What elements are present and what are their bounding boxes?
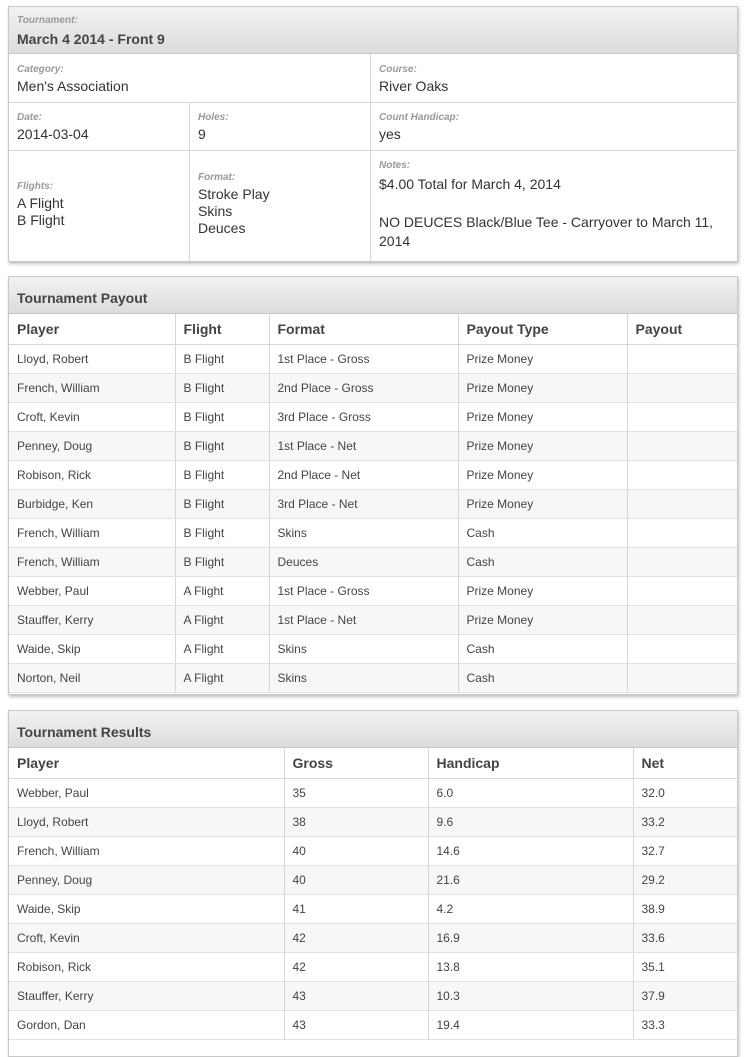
format-cell: Deuces [269, 548, 458, 577]
notes-label: Notes: [379, 160, 411, 171]
format-label: Format: [198, 172, 236, 183]
table-row [9, 432, 737, 461]
date-value: 2014-03-04 [17, 126, 89, 142]
date-field [9, 104, 189, 142]
player-cell: Webber, Paul [9, 779, 284, 808]
net-cell: 33.6 [633, 924, 737, 953]
payout-type-cell: Prize Money [458, 374, 627, 403]
flight-item: A Flight [17, 195, 64, 211]
payout-cell [627, 606, 737, 635]
gross-cell: 40 [284, 866, 428, 895]
payout-type-cell: Cash [458, 548, 627, 577]
table-row [9, 577, 737, 606]
payout-cell [627, 519, 737, 548]
format-field [190, 164, 370, 237]
format-cell: Skins [269, 519, 458, 548]
flight-cell: A Flight [175, 664, 269, 693]
col-payout: Payout [627, 314, 737, 345]
tournament-label: Tournament: [17, 15, 78, 26]
category-field [9, 56, 370, 94]
player-cell: Waide, Skip [9, 635, 175, 664]
net-cell: 35.1 [633, 953, 737, 982]
flight-cell: B Flight [175, 490, 269, 519]
notes-field [371, 152, 737, 251]
category-value: Men's Association [17, 78, 129, 94]
net-cell: 32.0 [633, 779, 737, 808]
net-cell: 29.2 [633, 866, 737, 895]
gross-cell: 35 [284, 779, 428, 808]
player-cell: Gordon, Dan [9, 1011, 284, 1040]
flights-label: Flights: [17, 181, 54, 192]
player-cell: Robison, Rick [9, 461, 175, 490]
player-cell: French, William [9, 548, 175, 577]
format-cell: 1st Place - Gross [269, 345, 458, 374]
table-row [9, 808, 737, 837]
flight-cell: A Flight [175, 606, 269, 635]
flight-cell: B Flight [175, 432, 269, 461]
payout-type-cell: Prize Money [458, 577, 627, 606]
col-player: Player [9, 314, 175, 345]
payout-cell [627, 635, 737, 664]
tournament-header [9, 7, 737, 54]
table-row [9, 953, 737, 982]
course-field [371, 56, 737, 94]
holes-value: 9 [198, 126, 206, 142]
handicap-cell: 9.6 [428, 808, 633, 837]
table-row [9, 635, 737, 664]
count-handicap-label: Count Handicap: [379, 112, 459, 123]
results-table [9, 748, 737, 1040]
handicap-cell: 10.3 [428, 982, 633, 1011]
player-cell: Webber, Paul [9, 577, 175, 606]
table-row [9, 895, 737, 924]
table-row [9, 403, 737, 432]
player-cell: Waide, Skip [9, 895, 284, 924]
handicap-cell: 16.9 [428, 924, 633, 953]
gross-cell: 43 [284, 1011, 428, 1040]
net-cell: 33.2 [633, 808, 737, 837]
format-item: Stroke Play [198, 186, 270, 202]
payout-title: Tournament Payout [9, 277, 737, 314]
payout-type-cell: Prize Money [458, 403, 627, 432]
player-cell: Norton, Neil [9, 664, 175, 693]
results-title: Tournament Results [9, 711, 737, 748]
player-cell: French, William [9, 837, 284, 866]
payout-cell [627, 461, 737, 490]
format-cell: 1st Place - Net [269, 606, 458, 635]
format-cell: 3rd Place - Gross [269, 403, 458, 432]
format-cell: Skins [269, 664, 458, 693]
handicap-cell: 19.4 [428, 1011, 633, 1040]
col-handicap: Handicap [428, 748, 633, 779]
player-cell: French, William [9, 374, 175, 403]
table-row [9, 374, 737, 403]
gross-cell: 42 [284, 953, 428, 982]
flight-cell: B Flight [175, 548, 269, 577]
results-header-row [9, 748, 737, 779]
table-row [9, 837, 737, 866]
holes-label: Holes: [198, 112, 229, 123]
player-cell: Robison, Rick [9, 953, 284, 982]
payout-cell [627, 432, 737, 461]
flights-field [9, 173, 189, 229]
payout-type-cell: Cash [458, 635, 627, 664]
player-cell: French, William [9, 519, 175, 548]
net-cell: 33.3 [633, 1011, 737, 1040]
table-row [9, 461, 737, 490]
tournament-info-panel [8, 6, 738, 262]
handicap-cell: 6.0 [428, 779, 633, 808]
payout-type-cell: Prize Money [458, 606, 627, 635]
handicap-cell: 21.6 [428, 866, 633, 895]
table-row [9, 779, 737, 808]
payout-type-cell: Prize Money [458, 461, 627, 490]
gross-cell: 40 [284, 837, 428, 866]
table-row [9, 1011, 737, 1040]
table-row [9, 490, 737, 519]
format-item: Skins [198, 203, 233, 219]
flight-item: B Flight [17, 212, 65, 228]
payout-type-cell: Prize Money [458, 432, 627, 461]
table-row [9, 924, 737, 953]
flight-cell: B Flight [175, 403, 269, 432]
table-row [9, 664, 737, 693]
format-cell: 1st Place - Net [269, 432, 458, 461]
tournament-results-panel [8, 710, 738, 1057]
col-payout-type: Payout Type [458, 314, 627, 345]
payout-cell [627, 577, 737, 606]
payout-cell [627, 664, 737, 693]
handicap-cell: 4.2 [428, 895, 633, 924]
notes-line: NO DEUCES Black/Blue Tee - Carryover to March 11, 2014 [379, 214, 714, 249]
format-cell: 2nd Place - Net [269, 461, 458, 490]
course-label: Course: [379, 64, 417, 75]
gross-cell: 41 [284, 895, 428, 924]
table-row [9, 982, 737, 1011]
flight-cell: B Flight [175, 345, 269, 374]
count-handicap-field [371, 104, 737, 142]
payout-type-cell: Prize Money [458, 345, 627, 374]
table-row [9, 606, 737, 635]
count-handicap-value: yes [379, 126, 401, 142]
notes-line: $4.00 Total for March 4, 2014 [379, 176, 561, 192]
player-cell: Lloyd, Robert [9, 808, 284, 837]
payout-header-row [9, 314, 737, 345]
category-label: Category: [17, 64, 64, 75]
holes-field [190, 104, 370, 142]
gross-cell: 42 [284, 924, 428, 953]
payout-cell [627, 490, 737, 519]
payout-type-cell: Cash [458, 664, 627, 693]
player-cell: Penney, Doug [9, 432, 175, 461]
payout-table [9, 314, 737, 693]
player-cell: Croft, Kevin [9, 403, 175, 432]
gross-cell: 43 [284, 982, 428, 1011]
payout-cell [627, 345, 737, 374]
flight-cell: B Flight [175, 461, 269, 490]
date-label: Date: [17, 112, 43, 123]
player-cell: Stauffer, Kerry [9, 606, 175, 635]
table-row [9, 866, 737, 895]
table-row [9, 548, 737, 577]
net-cell: 38.9 [633, 895, 737, 924]
col-flight: Flight [175, 314, 269, 345]
tournament-payout-panel [8, 276, 738, 695]
format-cell: 3rd Place - Net [269, 490, 458, 519]
payout-type-cell: Cash [458, 519, 627, 548]
gross-cell: 38 [284, 808, 428, 837]
player-cell: Stauffer, Kerry [9, 982, 284, 1011]
flight-cell: A Flight [175, 577, 269, 606]
col-player: Player [9, 748, 284, 779]
flight-cell: A Flight [175, 635, 269, 664]
handicap-cell: 14.6 [428, 837, 633, 866]
player-cell: Lloyd, Robert [9, 345, 175, 374]
col-format: Format [269, 314, 458, 345]
flight-cell: B Flight [175, 374, 269, 403]
net-cell: 37.9 [633, 982, 737, 1011]
player-cell: Penney, Doug [9, 866, 284, 895]
handicap-cell: 13.8 [428, 953, 633, 982]
course-value: River Oaks [379, 78, 449, 94]
player-cell: Croft, Kevin [9, 924, 284, 953]
format-cell: 1st Place - Gross [269, 577, 458, 606]
player-cell: Burbidge, Ken [9, 490, 175, 519]
format-cell: 2nd Place - Gross [269, 374, 458, 403]
tournament-name: March 4 2014 - Front 9 [17, 31, 165, 47]
table-row [9, 519, 737, 548]
payout-cell [627, 548, 737, 577]
table-row [9, 345, 737, 374]
payout-type-cell: Prize Money [458, 490, 627, 519]
payout-cell [627, 403, 737, 432]
col-net: Net [633, 748, 737, 779]
net-cell: 32.7 [633, 837, 737, 866]
format-item: Deuces [198, 220, 246, 236]
col-gross: Gross [284, 748, 428, 779]
format-cell: Skins [269, 635, 458, 664]
flight-cell: B Flight [175, 519, 269, 548]
payout-cell [627, 374, 737, 403]
